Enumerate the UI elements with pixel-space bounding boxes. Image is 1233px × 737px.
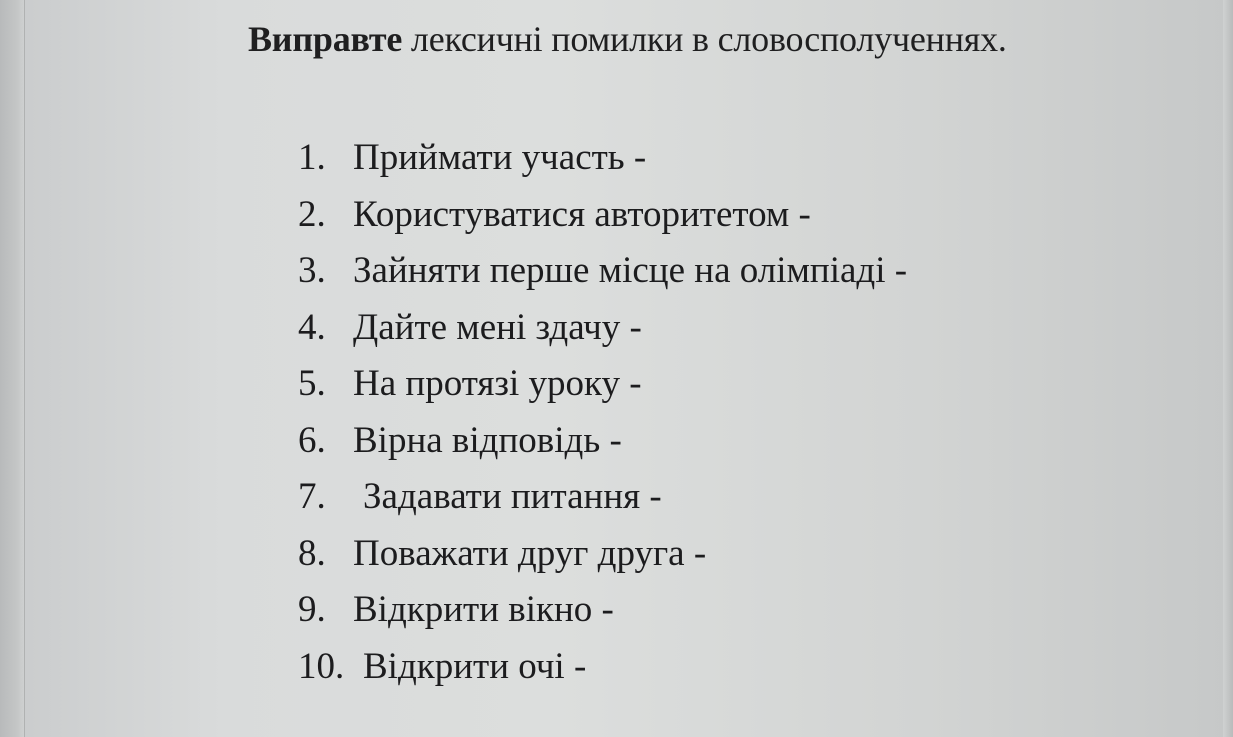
item-number: 8.	[298, 532, 326, 574]
title-bold-word: Виправте	[248, 19, 403, 59]
list-item	[298, 639, 907, 696]
item-text: Вірна відповідь -	[353, 419, 622, 461]
item-text: Користуватися авторитетом -	[353, 193, 811, 235]
item-text: Відкрити очі -	[363, 645, 587, 687]
item-text: Приймати участь -	[353, 137, 647, 178]
item-number: 6.	[298, 419, 326, 461]
item-number: 2.	[298, 193, 326, 235]
item-number: 5.	[298, 363, 326, 404]
item-text: Поважати друг друга -	[353, 532, 707, 574]
item-number: 10.	[298, 645, 345, 687]
title-rest: лексичні помилки в словосполученнях.	[402, 19, 1007, 59]
list-item	[298, 469, 907, 526]
page-left-edge	[0, 0, 25, 737]
phrase-list	[298, 130, 907, 695]
item-number: 1.	[298, 137, 326, 178]
item-number: 9.	[298, 589, 326, 630]
item-text: На протязі уроку -	[353, 363, 642, 404]
list-item	[298, 300, 907, 357]
item-text: Зайняти перше місце на олімпіаді -	[353, 250, 908, 291]
item-text: Дайте мені здачу -	[353, 306, 642, 348]
item-text: Задавати питання -	[363, 476, 662, 517]
list-item	[298, 356, 907, 413]
page-right-edge	[1223, 0, 1233, 737]
list-item	[298, 187, 907, 244]
list-item	[298, 130, 907, 187]
item-text: Відкрити вікно -	[353, 589, 614, 630]
list-item	[298, 413, 907, 470]
list-item	[298, 526, 907, 583]
item-number: 3.	[298, 250, 326, 291]
list-item	[298, 243, 907, 300]
item-number: 4.	[298, 306, 326, 348]
item-number: 7.	[298, 476, 326, 517]
exercise-title	[248, 18, 1007, 60]
list-item	[298, 582, 907, 639]
